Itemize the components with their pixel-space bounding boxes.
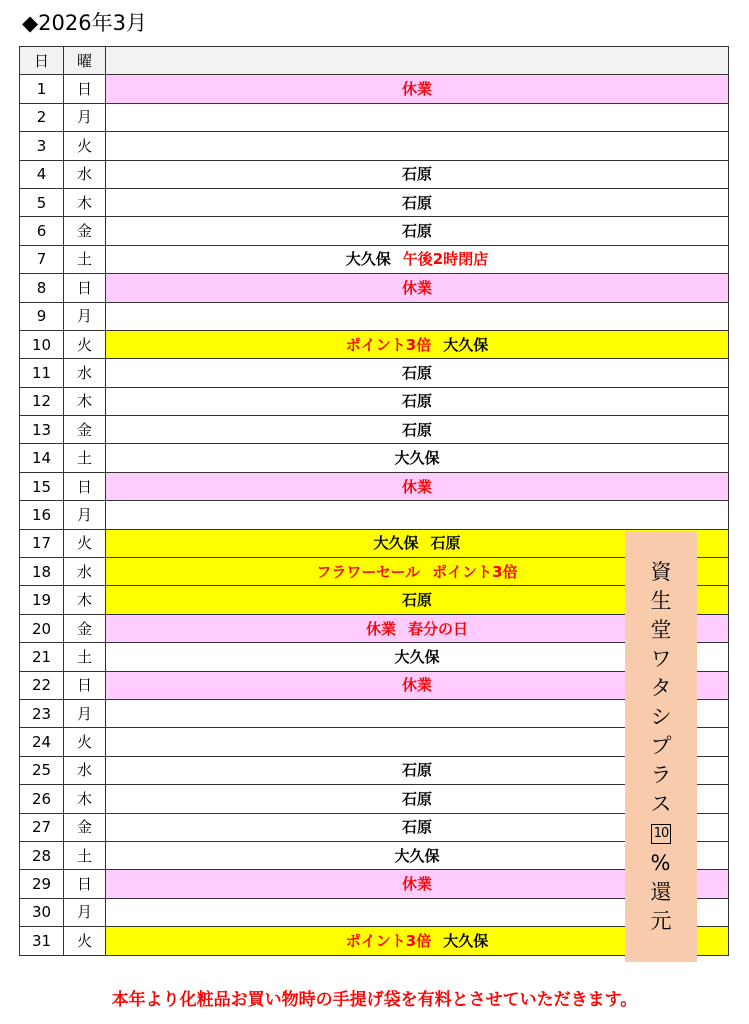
note-text: 大久保: [394, 647, 440, 666]
day-cell: 25: [20, 756, 64, 784]
table-row: [20, 188, 729, 216]
day-cell: 30: [20, 898, 64, 926]
weekday-cell: 火: [64, 927, 106, 955]
day-cell: 7: [20, 245, 64, 273]
promo-char: ス: [650, 791, 672, 816]
table-row: [20, 898, 729, 926]
note-text: 大久保: [345, 250, 391, 269]
table-row: [20, 132, 729, 160]
weekday-cell: 土: [64, 245, 106, 273]
day-column-header: 日: [20, 47, 64, 75]
weekday-cell: 火: [64, 330, 106, 358]
weekday-cell: 月: [64, 302, 106, 330]
table-row: [20, 501, 729, 529]
note-text: フラワーセール: [316, 562, 421, 581]
table-row: [20, 756, 729, 784]
day-cell: 15: [20, 472, 64, 500]
note-text: 石原: [401, 789, 432, 808]
day-cell: 10: [20, 330, 64, 358]
weekday-cell: 金: [64, 614, 106, 642]
note-cell: [106, 160, 729, 188]
promo-banner-text: [651, 558, 672, 819]
note-text: 休業: [401, 278, 432, 297]
weekday-cell: 日: [64, 274, 106, 302]
note-text: 石原: [401, 392, 432, 411]
weekday-cell: 金: [64, 217, 106, 245]
note-text: 休業: [365, 619, 396, 638]
note-cell: [106, 188, 729, 216]
weekday-cell: 火: [64, 529, 106, 557]
note-text: 石原: [401, 193, 432, 212]
day-cell: 13: [20, 416, 64, 444]
day-cell: 4: [20, 160, 64, 188]
table-row: [20, 728, 729, 756]
promo-char: 還: [650, 879, 672, 904]
note-text: 石原: [401, 165, 432, 184]
promo-char: %: [650, 850, 671, 875]
note-cell: [106, 302, 729, 330]
note-text: 午後2時閉店: [402, 250, 489, 269]
day-cell: 24: [20, 728, 64, 756]
note-text: 大久保: [394, 846, 440, 865]
note-text: 休業: [401, 676, 432, 695]
day-cell: 27: [20, 813, 64, 841]
promo-number: 10: [651, 824, 671, 844]
table-row: [20, 586, 729, 614]
table-row: [20, 274, 729, 302]
promo-char: タ: [650, 675, 672, 700]
weekday-cell: 水: [64, 558, 106, 586]
day-cell: 19: [20, 586, 64, 614]
table-row: [20, 614, 729, 642]
table-row: [20, 870, 729, 898]
table-row: [20, 785, 729, 813]
table-row: [20, 416, 729, 444]
table-row: [20, 387, 729, 415]
table-row: [20, 75, 729, 103]
note-text: 大久保: [443, 335, 489, 354]
calendar-table: [19, 46, 729, 956]
note-text: 石原: [401, 222, 432, 241]
note-column-header: [106, 47, 729, 75]
note-text: 石原: [401, 420, 432, 439]
note-cell: [106, 501, 729, 529]
note-text: 休業: [401, 875, 432, 894]
day-cell: 22: [20, 671, 64, 699]
table-row: [20, 813, 729, 841]
day-cell: 5: [20, 188, 64, 216]
day-cell: 1: [20, 75, 64, 103]
table-row: [20, 472, 729, 500]
weekday-cell: 月: [64, 898, 106, 926]
day-cell: 2: [20, 103, 64, 131]
weekday-cell: 水: [64, 756, 106, 784]
table-row: [20, 103, 729, 131]
day-cell: 8: [20, 274, 64, 302]
table-row: [20, 160, 729, 188]
weekday-cell: 日: [64, 472, 106, 500]
note-cell: [106, 330, 729, 358]
note-text: ポイント3倍: [345, 931, 432, 950]
note-text: 石原: [401, 818, 432, 837]
note-text: ポイント3倍: [345, 335, 432, 354]
table-row: [20, 245, 729, 273]
table-row: [20, 444, 729, 472]
day-cell: 12: [20, 387, 64, 415]
note-cell: [106, 444, 729, 472]
promo-char: 元: [650, 908, 672, 933]
day-cell: 3: [20, 132, 64, 160]
day-cell: 31: [20, 927, 64, 955]
weekday-cell: 金: [64, 416, 106, 444]
weekday-cell: 木: [64, 387, 106, 415]
day-cell: 23: [20, 699, 64, 727]
promo-banner: [625, 531, 697, 962]
weekday-cell: 火: [64, 132, 106, 160]
promo-char: ラ: [650, 762, 672, 787]
promo-char: シ: [650, 704, 672, 729]
day-cell: 20: [20, 614, 64, 642]
table-header-row: [20, 47, 729, 75]
day-cell: 28: [20, 841, 64, 869]
calendar-body: [20, 75, 729, 955]
day-cell: 26: [20, 785, 64, 813]
note-cell: [106, 359, 729, 387]
table-row: [20, 927, 729, 955]
weekday-cell: 土: [64, 841, 106, 869]
note-cell: [106, 103, 729, 131]
weekday-cell: 木: [64, 785, 106, 813]
note-text: 休業: [401, 80, 432, 99]
note-cell: [106, 472, 729, 500]
promo-char: 資: [650, 559, 672, 584]
note-text: 春分の日: [408, 619, 469, 638]
weekday-cell: 日: [64, 870, 106, 898]
table-row: [20, 558, 729, 586]
weekday-cell: 水: [64, 160, 106, 188]
weekday-cell: 月: [64, 103, 106, 131]
day-cell: 16: [20, 501, 64, 529]
note-text: 大久保: [443, 931, 489, 950]
note-cell: [106, 132, 729, 160]
note-cell: [106, 416, 729, 444]
weekday-cell: 日: [64, 75, 106, 103]
note-cell: [106, 217, 729, 245]
footer-notice: 本年より化粧品お買い物時の手提げ袋を有料とさせていただきます。: [111, 990, 638, 1010]
day-cell: 21: [20, 643, 64, 671]
table-row: [20, 699, 729, 727]
note-cell: [106, 75, 729, 103]
page-title: ◆2026年3月: [22, 11, 147, 35]
weekday-cell: 火: [64, 728, 106, 756]
table-row: [20, 330, 729, 358]
table-row: [20, 302, 729, 330]
note-text: 石原: [401, 591, 432, 610]
promo-char: 生: [650, 588, 672, 613]
promo-char: プ: [650, 733, 672, 758]
table-row: [20, 359, 729, 387]
day-cell: 17: [20, 529, 64, 557]
weekday-cell: 木: [64, 188, 106, 216]
day-cell: 6: [20, 217, 64, 245]
day-cell: 18: [20, 558, 64, 586]
promo-char: 堂: [650, 617, 672, 642]
note-text: 大久保: [394, 449, 440, 468]
table-row: [20, 671, 729, 699]
note-cell: [106, 387, 729, 415]
weekday-column-header: 曜: [64, 47, 106, 75]
table-row: [20, 217, 729, 245]
promo-char: ワ: [650, 646, 672, 671]
weekday-cell: 金: [64, 813, 106, 841]
day-cell: 9: [20, 302, 64, 330]
weekday-cell: 水: [64, 359, 106, 387]
note-text: 石原: [401, 761, 432, 780]
note-text: 休業: [401, 477, 432, 496]
weekday-cell: 土: [64, 444, 106, 472]
table-row: [20, 643, 729, 671]
day-cell: 29: [20, 870, 64, 898]
promo-banner-suffix: [651, 849, 672, 936]
weekday-cell: 日: [64, 671, 106, 699]
weekday-cell: 土: [64, 643, 106, 671]
weekday-cell: 木: [64, 586, 106, 614]
note-text: ポイント3倍: [432, 562, 518, 581]
table-row: [20, 529, 729, 557]
table-row: [20, 841, 729, 869]
note-text: 大久保: [373, 534, 419, 553]
note-text: 石原: [401, 363, 432, 382]
note-cell: [106, 245, 729, 273]
weekday-cell: 月: [64, 699, 106, 727]
note-cell: [106, 274, 729, 302]
weekday-cell: 月: [64, 501, 106, 529]
note-text: 石原: [430, 534, 461, 553]
day-cell: 14: [20, 444, 64, 472]
day-cell: 11: [20, 359, 64, 387]
